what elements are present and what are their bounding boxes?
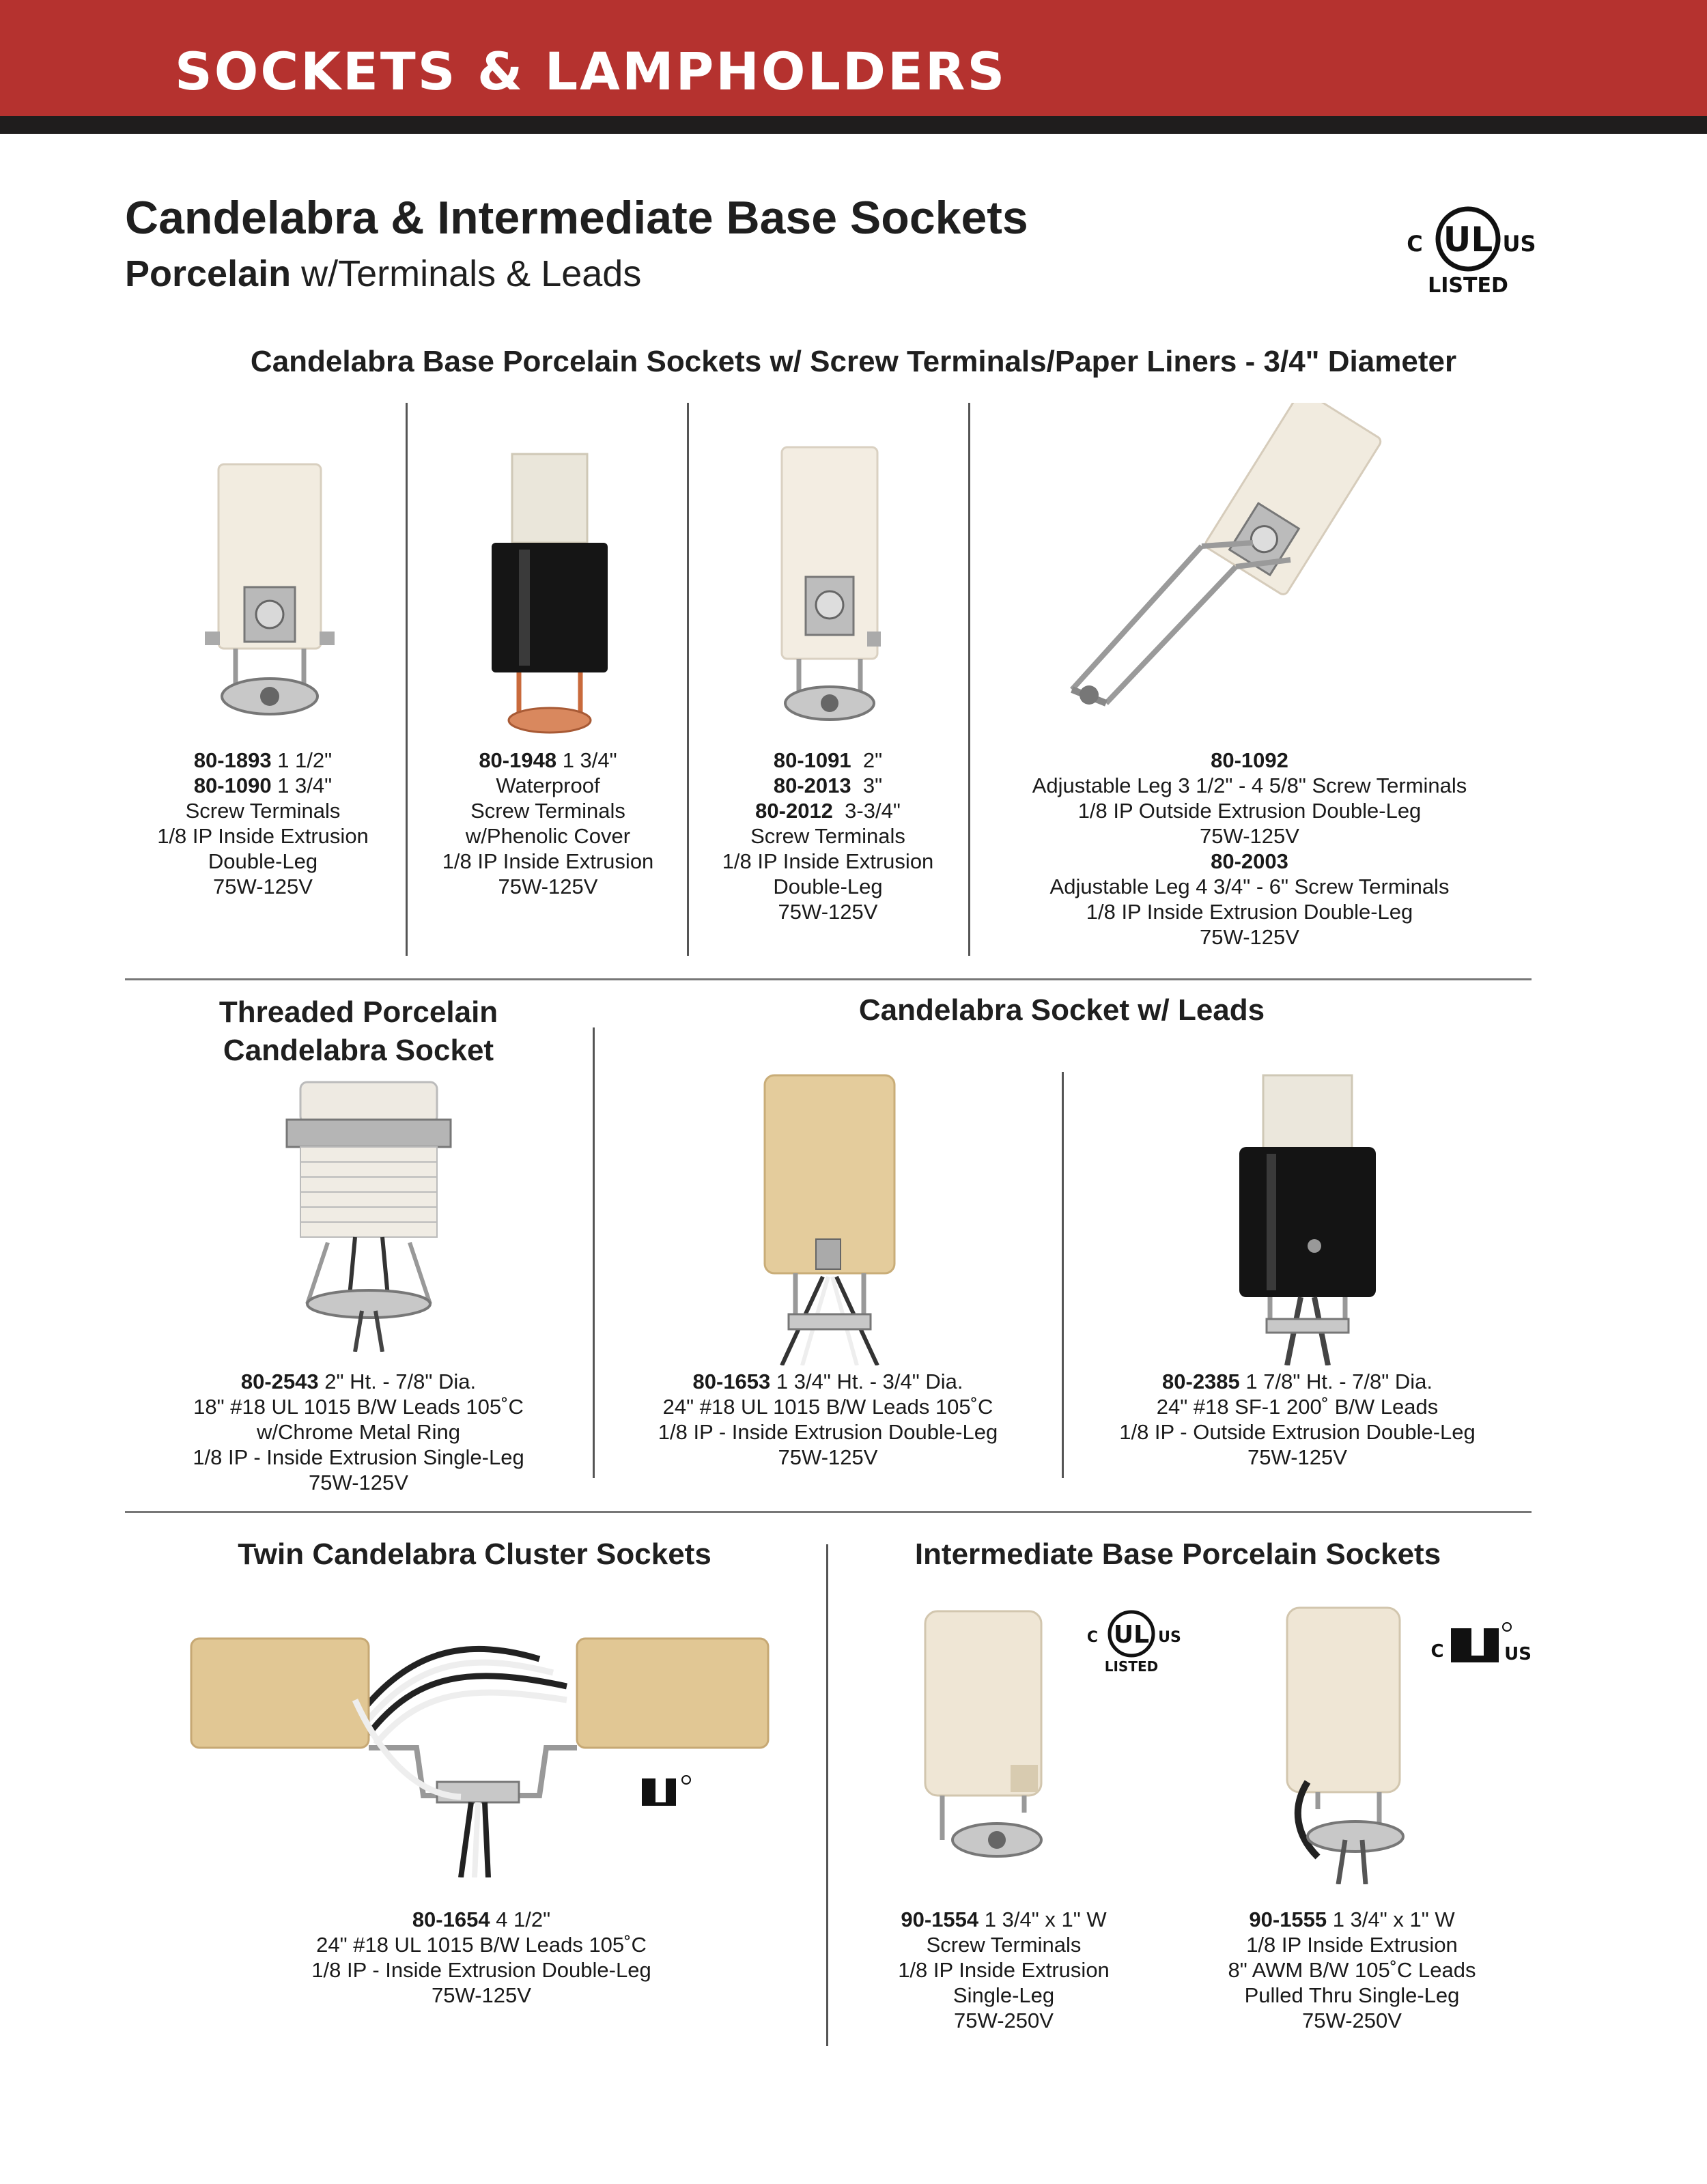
product-caption-80-2543 bbox=[126, 1369, 591, 1495]
socket-image bbox=[754, 1072, 905, 1365]
spec-line: 75W-125V bbox=[498, 875, 598, 898]
ul-listed-mark-small bbox=[1082, 1603, 1181, 1678]
spec-line: 1/8 IP Inside Extrusion bbox=[898, 1958, 1110, 1982]
divider bbox=[968, 403, 970, 956]
sku: 80-2003 bbox=[1211, 849, 1288, 873]
socket-image bbox=[1229, 1072, 1386, 1365]
ur-mark-us: US bbox=[1504, 1644, 1532, 1664]
divider bbox=[593, 1027, 595, 1478]
subtitle-bold: Porcelain bbox=[125, 253, 292, 294]
section-title-intermediate: Intermediate Base Porcelain Sockets bbox=[914, 1537, 1441, 1571]
section-title-leads: Candelabra Socket w/ Leads bbox=[858, 993, 1265, 1027]
size: 1 3/4" x 1" W bbox=[1327, 1908, 1455, 1931]
spec-line: Single-Leg bbox=[953, 1983, 1055, 2007]
size: 3" bbox=[851, 774, 883, 797]
spec-line: 75W-125V bbox=[213, 875, 313, 898]
sku: 80-1653 bbox=[692, 1370, 771, 1393]
socket-image bbox=[922, 1608, 1045, 1881]
spec-line: Screw Terminals bbox=[470, 799, 625, 823]
ul-mark-small-ul: UL bbox=[1113, 1621, 1150, 1649]
spec-line: w/Phenolic Cover bbox=[465, 824, 631, 848]
size: 1 1/2" bbox=[271, 748, 333, 772]
spec-line: 1/8 IP Inside Extrusion bbox=[157, 824, 369, 848]
section-title-candelabra-screw: Candelabra Base Porcelain Sockets w/ Screw Terminals/Paper Liners - 3/4" Diameter bbox=[250, 345, 1457, 378]
size: 1 7/8" Ht. - 7/8" Dia. bbox=[1239, 1370, 1433, 1393]
product-caption-80-1092 bbox=[976, 748, 1523, 950]
spec-line: 1/8 IP - Inside Extrusion Double-Leg bbox=[658, 1420, 998, 1444]
page-title: Candelabra & Intermediate Base Sockets bbox=[125, 192, 1028, 244]
sku: 80-1654 bbox=[412, 1908, 490, 1931]
product-caption-80-1893 bbox=[126, 748, 399, 899]
spec-line: 75W-125V bbox=[778, 900, 878, 924]
sku: 80-2012 bbox=[755, 799, 833, 823]
product-caption-80-2385 bbox=[1065, 1369, 1529, 1470]
sku: 80-1948 bbox=[479, 748, 557, 772]
subtitle-rest: w/Terminals & Leads bbox=[291, 253, 642, 294]
product-caption-80-1653 bbox=[597, 1369, 1058, 1470]
product-caption-80-1091 bbox=[690, 748, 966, 924]
socket-image bbox=[280, 1079, 457, 1352]
section-divider bbox=[125, 1511, 1532, 1513]
spec-line: 1/8 IP Inside Extrusion bbox=[1246, 1933, 1458, 1957]
spec-line: 1/8 IP - Inside Extrusion Single-Leg bbox=[193, 1445, 524, 1469]
ur-recognized-icon bbox=[635, 1772, 696, 1813]
ul-mark-listed: LISTED bbox=[1428, 274, 1508, 298]
sku: 80-1090 bbox=[193, 774, 272, 797]
section-title-twin: Twin Candelabra Cluster Sockets bbox=[238, 1537, 711, 1571]
spec-line: 75W-125V bbox=[1247, 1445, 1347, 1469]
spec-line: Adjustable Leg 3 1/2" - 4 5/8" Screw Terminals bbox=[1032, 774, 1467, 797]
header-banner bbox=[0, 0, 1707, 116]
spec-line: 24" #18 SF-1 200˚ B/W Leads bbox=[1156, 1395, 1439, 1419]
spec-line: 75W-125V bbox=[1200, 925, 1299, 949]
socket-image bbox=[205, 457, 335, 731]
threaded-line1: Threaded Porcelain bbox=[218, 995, 498, 1029]
spec-line: 1/8 IP Outside Extrusion Double-Leg bbox=[1077, 799, 1422, 823]
size: 4 1/2" bbox=[490, 1908, 551, 1931]
size: 1 3/4" bbox=[271, 774, 333, 797]
spec-line: 1/8 IP - Outside Extrusion Double-Leg bbox=[1119, 1420, 1476, 1444]
size: 2" bbox=[851, 748, 883, 772]
ul-mark-ul: UL bbox=[1443, 220, 1493, 259]
sku: 90-1554 bbox=[901, 1908, 979, 1931]
spec-line: 8" AWM B/W 105˚C Leads bbox=[1228, 1958, 1476, 1982]
size: 1 3/4" Ht. - 3/4" Dia. bbox=[770, 1370, 963, 1393]
spec-line: 75W-250V bbox=[954, 2009, 1054, 2032]
socket-image bbox=[1270, 1604, 1407, 1884]
spec-line: Screw Terminals bbox=[750, 824, 905, 848]
product-caption-90-1555 bbox=[1188, 1907, 1516, 2033]
divider bbox=[687, 403, 689, 956]
spec-line: Pulled Thru Single-Leg bbox=[1244, 1983, 1460, 2007]
spec-line: 24" #18 UL 1015 B/W Leads 105˚C bbox=[316, 1933, 647, 1957]
divider bbox=[406, 403, 408, 956]
spec-line: 1/8 IP Inside Extrusion bbox=[442, 849, 654, 873]
sku: 80-1893 bbox=[193, 748, 272, 772]
product-caption-90-1554 bbox=[847, 1907, 1161, 2033]
size: 1 3/4" bbox=[556, 748, 617, 772]
divider bbox=[826, 1544, 828, 2046]
ul-mark-c: C bbox=[1407, 231, 1423, 257]
banner-title: SOCKETS & LAMPHOLDERS bbox=[175, 41, 1007, 102]
ul-mark-small-listed: LISTED bbox=[1104, 1658, 1159, 1675]
ur-mark-c: C bbox=[1430, 1641, 1444, 1662]
ur-recognized-mark bbox=[1430, 1615, 1533, 1669]
spec-line: 75W-125V bbox=[432, 1983, 531, 2007]
spec-line: 24" #18 UL 1015 B/W Leads 105˚C bbox=[662, 1395, 993, 1419]
spec-line: Screw Terminals bbox=[926, 1933, 1082, 1957]
spec-line: 1/8 IP Inside Extrusion Double-Leg bbox=[1086, 900, 1413, 924]
ul-mark-small-c: C bbox=[1086, 1629, 1099, 1646]
sku: 80-2543 bbox=[240, 1370, 319, 1393]
section-divider bbox=[125, 978, 1532, 980]
banner-stripe bbox=[0, 116, 1707, 134]
spec-line: 18" #18 UL 1015 B/W Leads 105˚C bbox=[193, 1395, 524, 1419]
ul-listed-mark bbox=[1400, 197, 1536, 299]
spec-line: 75W-125V bbox=[1200, 824, 1299, 848]
spec-line: w/Chrome Metal Ring bbox=[256, 1420, 461, 1444]
product-caption-80-1948 bbox=[410, 748, 686, 899]
divider bbox=[1062, 1072, 1064, 1478]
sku: 80-2385 bbox=[1162, 1370, 1240, 1393]
spec-line: Adjustable Leg 4 3/4" - 6" Screw Terminals bbox=[1049, 875, 1450, 898]
spec-line: Double-Leg bbox=[208, 849, 318, 873]
section-title-threaded bbox=[137, 993, 580, 1070]
spec-line: 75W-250V bbox=[1302, 2009, 1402, 2032]
size: 1 3/4" x 1" W bbox=[978, 1908, 1107, 1931]
spec-line: Waterproof bbox=[496, 774, 600, 797]
product-caption-80-1654 bbox=[184, 1907, 778, 2008]
spec-line: Screw Terminals bbox=[185, 799, 341, 823]
spec-line: 1/8 IP - Inside Extrusion Double-Leg bbox=[311, 1958, 651, 1982]
socket-image bbox=[765, 444, 894, 731]
sku: 80-1091 bbox=[773, 748, 851, 772]
ul-mark-us: US bbox=[1502, 231, 1536, 257]
ul-mark-small-us: US bbox=[1158, 1629, 1181, 1646]
spec-line: 75W-125V bbox=[309, 1471, 408, 1494]
spec-line: Double-Leg bbox=[773, 875, 883, 898]
size: 2" Ht. - 7/8" Dia. bbox=[318, 1370, 477, 1393]
page-subtitle bbox=[125, 253, 641, 295]
socket-image bbox=[1058, 403, 1413, 710]
sku: 80-2013 bbox=[773, 774, 851, 797]
sku: 80-1092 bbox=[1211, 748, 1288, 772]
size: 3-3/4" bbox=[832, 799, 901, 823]
threaded-line2: Candelabra Socket bbox=[223, 1034, 494, 1067]
spec-line: 75W-125V bbox=[778, 1445, 878, 1469]
spec-line: 1/8 IP Inside Extrusion bbox=[722, 849, 934, 873]
sku: 90-1555 bbox=[1249, 1908, 1327, 1931]
socket-image bbox=[184, 1618, 778, 1877]
socket-image bbox=[481, 447, 618, 734]
